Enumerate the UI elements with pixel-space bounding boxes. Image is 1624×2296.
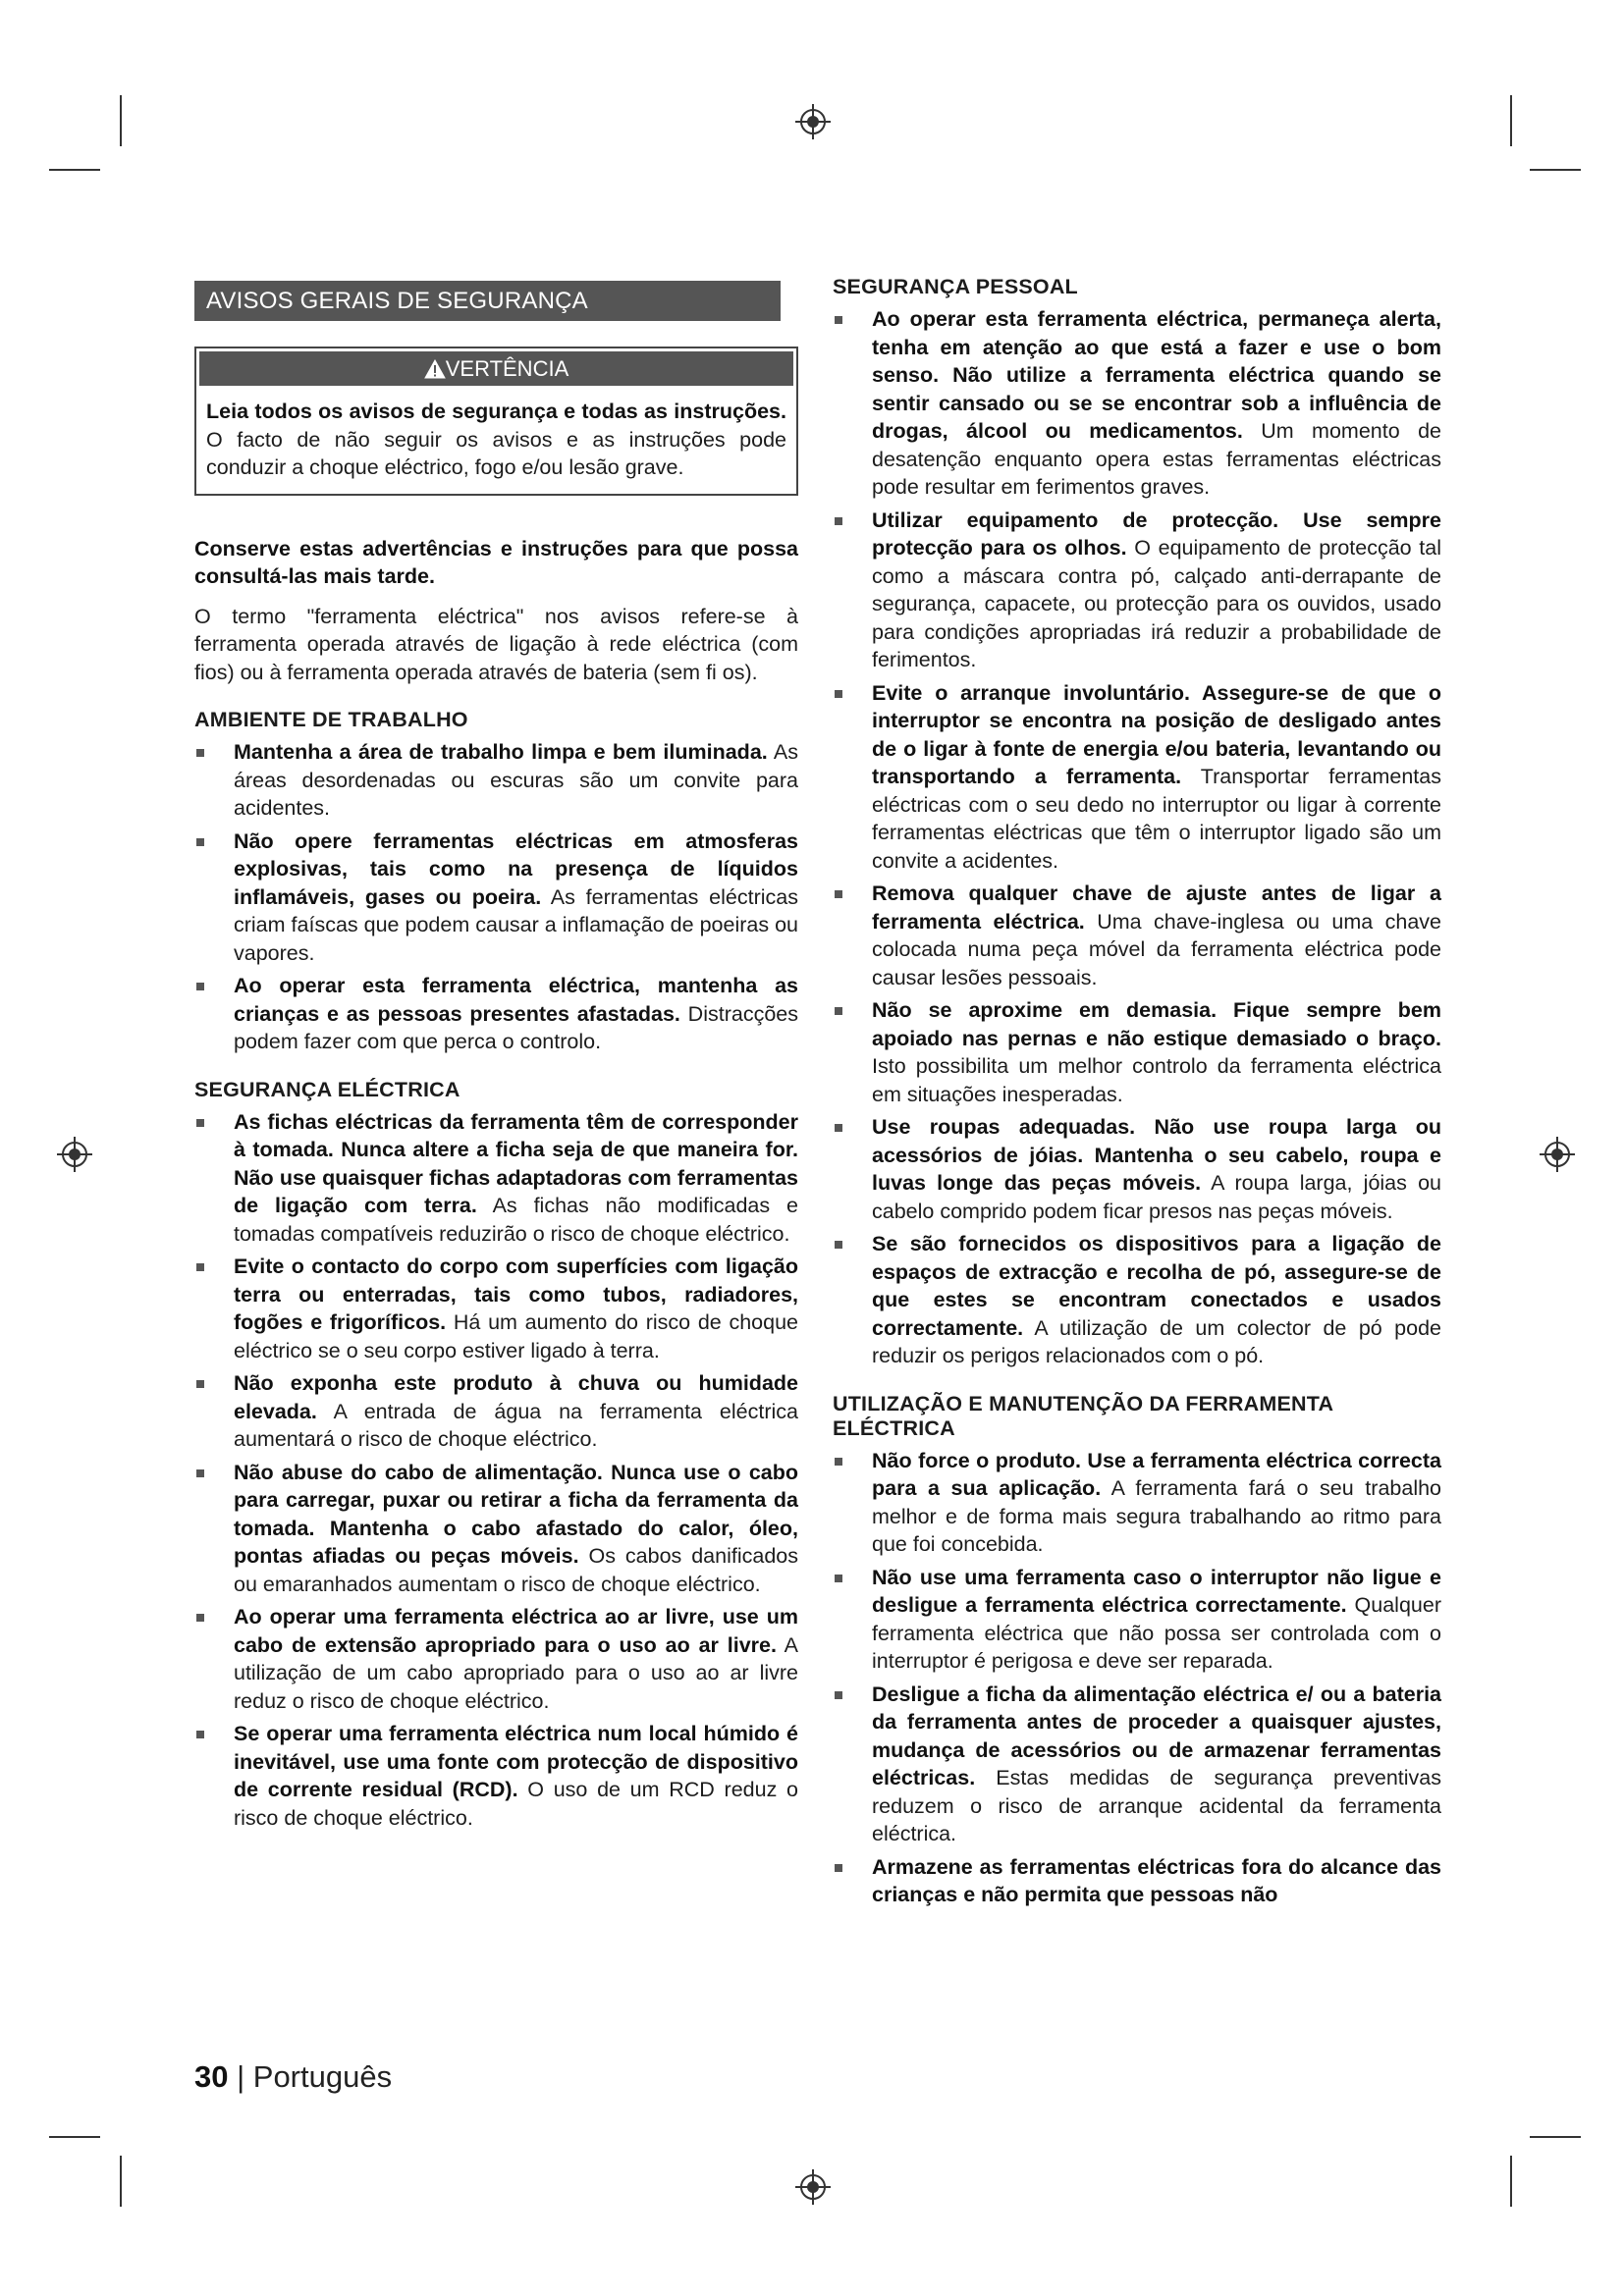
bullet-icon bbox=[196, 1614, 204, 1622]
maintenance-heading: UTILIZAÇÃO E MANUTENÇÃO DA FERRAMENTA ELÉCTRICA bbox=[833, 1391, 1333, 1440]
list-item: Mantenha a área de trabalho limpa e bem iluminada. As áreas desordenadas ou escuras são um convite para acidentes. bbox=[194, 738, 798, 823]
list-item: Evite o contacto do corpo com superfícies com ligação terra ou enterradas, tais como tubos, radiadores, fogões e frigoríficos. Há um aumento do risco de choque eléctrico se o seu corpo estiver ligado à terra. bbox=[194, 1253, 798, 1364]
warning-triangle-icon bbox=[424, 359, 446, 379]
warning-title: VERTÊNCIA bbox=[445, 356, 569, 381]
list-item: Utilizar equipamento de protecção. Use sempre protecção para os olhos. O equipamento de protecção tal como a máscara contra pó, calçado anti-derrapante de segurança, capacete, ou protecção para os ouvidos, usado para condições apropriadas irá reduzir a probabilidade de ferimentos. bbox=[833, 507, 1441, 674]
crop-mark bbox=[120, 2156, 122, 2207]
keep-instructions bbox=[194, 535, 798, 591]
warning-bold-text: Leia todos os avisos de segurança e todas as instruções. bbox=[206, 400, 786, 423]
warning-body bbox=[196, 386, 796, 494]
bullet-icon bbox=[196, 1380, 204, 1388]
list-item: Ao operar esta ferramenta eléctrica, permaneça alerta, tenha em atenção ao que está a fazer e use o bom senso. Não utilize a ferramenta eléctrica quando se sentir cansado ou se se encontrar sob a influência de drogas, álcool ou medicamentos. Um momento de desatenção enquanto opera estas ferramentas eléctricas pode resultar em ferimentos graves. bbox=[833, 305, 1441, 502]
crop-mark bbox=[49, 2136, 100, 2138]
bullet-icon bbox=[196, 1469, 204, 1477]
crop-mark bbox=[1530, 2136, 1581, 2138]
list-item: Desligue a ficha da alimentação eléctrica e/ ou a bateria da ferramenta antes de proceder a quaisquer ajustes, mudança de acessórios ou de armazenar ferramentas eléctricas. Estas medidas de segurança preventivas reduzem o risco de arranque acidental da ferramenta eléctrica. bbox=[833, 1681, 1441, 1848]
list-item: Não use uma ferramenta caso o interruptor não ligue e desligue a ferramenta eléctrica correctamente. Qualquer ferramenta eléctrica que não possa ser controlada com o interruptor é perigosa e deve ser reparada. bbox=[833, 1564, 1441, 1676]
crop-mark bbox=[1510, 95, 1512, 146]
electrical-safety-heading: SEGURANÇA ELÉCTRICA bbox=[194, 1077, 460, 1101]
keep-instructions-bold: Conserve estas advertências e instruções para que possa consultá-las mais tarde. bbox=[194, 536, 798, 588]
left-column bbox=[194, 275, 804, 1837]
list-item: Armazene as ferramentas eléctricas fora do alcance das crianças e não permita que pessoas não bbox=[833, 1853, 1441, 1909]
crop-mark bbox=[49, 169, 100, 171]
page-footer bbox=[194, 2059, 392, 2095]
personal-safety-list bbox=[833, 305, 1447, 1370]
section-banner: AVISOS GERAIS DE SEGURANÇA bbox=[194, 281, 781, 321]
bullet-icon bbox=[835, 1575, 842, 1582]
right-column bbox=[833, 275, 1447, 1914]
work-area-list bbox=[194, 738, 804, 1056]
bullet-icon bbox=[835, 890, 842, 898]
list-item: Não opere ferramentas eléctricas em atmosferas explosivas, tais como na presença de líquidos inflamáveis, gases ou poeira. As ferramentas eléctricas criam faíscas que podem causar a inflamação de poeiras ou vapores. bbox=[194, 828, 798, 968]
bullet-icon bbox=[196, 983, 204, 990]
registration-mark-icon bbox=[55, 1135, 94, 1174]
list-item: Se operar uma ferramenta eléctrica num local húmido é inevitável, use uma fonte com protecção de dispositivo de corrente residual (RCD). O uso de um RCD reduz o risco de choque eléctrico. bbox=[194, 1720, 798, 1832]
list-item: Não exponha este produto à chuva ou humidade elevada. A entrada de água na ferramenta eléctrica aumentará o risco de choque eléctrico. bbox=[194, 1369, 798, 1454]
list-item: As fichas eléctricas da ferramenta têm de corresponder à tomada. Nunca altere a ficha seja de que maneira for. Não use quaisquer fichas adaptadoras com ferramentas de ligação com terra. As fichas não modificadas e tomadas compatíveis reduzirão o risco de choque eléctrico. bbox=[194, 1108, 798, 1249]
crop-mark bbox=[1530, 169, 1581, 171]
bullet-icon bbox=[835, 517, 842, 525]
bullet-icon bbox=[196, 838, 204, 846]
warning-text: O facto de não seguir os avisos e as instruções pode conduzir a choque eléctrico, fogo e/ou lesão grave. bbox=[206, 400, 792, 479]
list-item: Evite o arranque involuntário. Assegure-se de que o interruptor se encontra na posição de desligado antes de o ligar à fonte de energia e/ou bateria, levantando ou transportando a ferramenta. Transportar ferramentas eléctricas com o seu dedo no interruptor ou ligar à corrente ferramentas eléctricas que têm o interruptor ligado são um convite a acidentes. bbox=[833, 679, 1441, 876]
footer-language: Português bbox=[252, 2059, 393, 2094]
bullet-icon bbox=[835, 1124, 842, 1132]
bullet-icon bbox=[196, 1119, 204, 1127]
bullet-icon bbox=[835, 1864, 842, 1872]
list-item: Ao operar esta ferramenta eléctrica, mantenha as crianças e as pessoas presentes afastadas. Distracções podem fazer com que perca o controlo. bbox=[194, 972, 798, 1056]
maintenance-list bbox=[833, 1447, 1447, 1909]
bullet-icon bbox=[835, 316, 842, 324]
registration-mark-icon bbox=[1538, 1135, 1577, 1174]
bullet-icon bbox=[835, 690, 842, 698]
bullet-icon bbox=[835, 1241, 842, 1249]
crop-mark bbox=[120, 95, 122, 146]
registration-mark-icon bbox=[793, 2167, 833, 2207]
bullet-icon bbox=[196, 1731, 204, 1738]
list-item: Não abuse do cabo de alimentação. Nunca use o cabo para carregar, puxar ou retirar a ficha da ferramenta da tomada. Mantenha o cabo afastado do calor, óleo, pontas afiadas ou peças móveis. Os cabos danificados ou emaranhados aumentam o risco de choque eléctrico. bbox=[194, 1459, 798, 1599]
electrical-safety-list bbox=[194, 1108, 804, 1833]
bullet-icon bbox=[835, 1691, 842, 1699]
list-item: Se são fornecidos os dispositivos para a ligação de espaços de extracção e recolha de pó, assegure-se de que estes se encontram conectados e usados correctamente. A utilização de um colector de pó pode reduzir os perigos relacionados com o pó. bbox=[833, 1230, 1441, 1370]
list-item: Use roupas adequadas. Não use roupa larga ou acessórios de jóias. Mantenha o seu cabelo, roupa e luvas longe das peças móveis. A roupa larga, jóias ou cabelo comprido podem ficar presos nas peças móveis. bbox=[833, 1113, 1441, 1225]
crop-mark bbox=[1510, 2156, 1512, 2207]
page-number: 30 bbox=[194, 2059, 229, 2094]
footer-separator: | bbox=[228, 2059, 253, 2094]
bullet-icon bbox=[835, 1458, 842, 1466]
term-definition: O termo "ferramenta eléctrica" nos avisos refere-se à ferramenta operada através de ligação à rede eléctrica (com fios) ou à ferramenta operada através de bateria (sem fi os). bbox=[194, 604, 798, 684]
list-item: Não force o produto. Use a ferramenta eléctrica correcta para a sua aplicação. A ferramenta fará o seu trabalho melhor e de forma mais segura trabalhando ao ritmo para que foi concebida. bbox=[833, 1447, 1441, 1559]
personal-safety-heading: SEGURANÇA PESSOAL bbox=[833, 275, 1078, 298]
warning-box bbox=[194, 347, 798, 496]
work-area-heading: AMBIENTE DE TRABALHO bbox=[194, 708, 468, 731]
warning-header bbox=[199, 351, 793, 386]
list-item: Não se aproxime em demasia. Fique sempre bem apoiado nas pernas e não estique demasiado o braço. Isto possibilita um melhor controlo da ferramenta eléctrica em situações inesperadas. bbox=[833, 996, 1441, 1108]
bullet-icon bbox=[835, 1007, 842, 1015]
bullet-icon bbox=[196, 749, 204, 757]
registration-mark-icon bbox=[793, 102, 833, 141]
list-item: Remova qualquer chave de ajuste antes de ligar a ferramenta eléctrica. Uma chave-inglesa ou uma chave colocada numa peça móvel da ferramenta eléctrica pode causar lesões pessoais. bbox=[833, 880, 1441, 991]
list-item: Ao operar uma ferramenta eléctrica ao ar livre, use um cabo de extensão apropriado para o uso ao ar livre. A utilização de um cabo apropriado para o uso ao ar livre reduz o risco de choque eléctrico. bbox=[194, 1603, 798, 1715]
bullet-icon bbox=[196, 1263, 204, 1271]
